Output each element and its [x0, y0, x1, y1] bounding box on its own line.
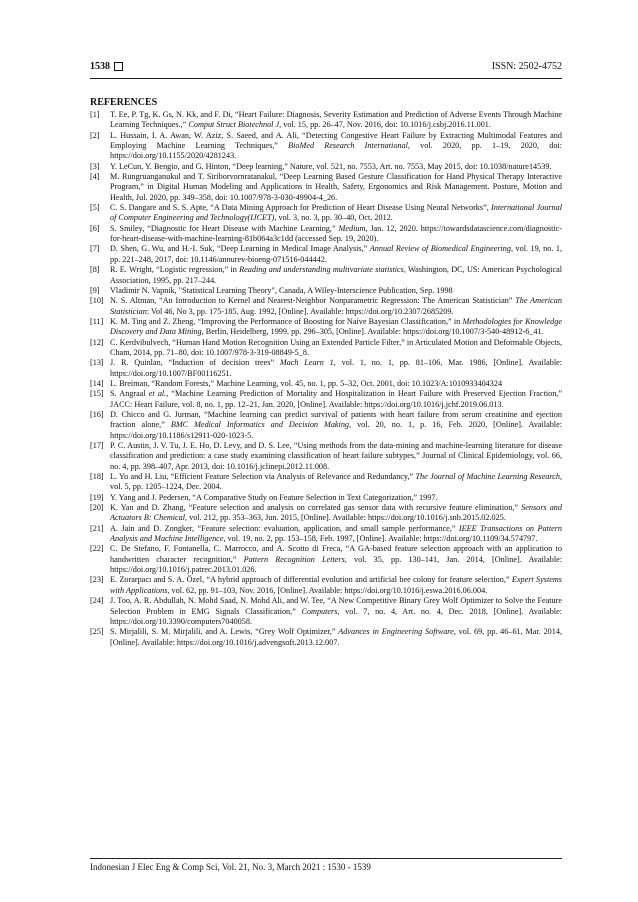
reference-number: [24]: [90, 596, 104, 606]
reference-number: [6]: [90, 223, 100, 233]
reference-source: Sensors and Actuators B: Chemical: [110, 503, 562, 523]
reference-details: , vol. 19, no. 2, pp. 153–158, Feb. 1997, [Online]. Available: https://doi.org/10.1109/34.574797.: [223, 534, 538, 544]
page-footer: Indonesian J Elec Eng & Comp Sci, Vol. 21, No. 3, March 2021 : 1530 - 1539: [90, 862, 371, 872]
reference-details: : Vol 46, No 3, pp. 175-185, Aug. 1992, [Online]. Available: https://doi.org/10.2307/2685209.: [146, 306, 454, 316]
reference-item: [90, 379, 562, 389]
reference-number: [5]: [90, 203, 100, 213]
reference-item: [90, 472, 562, 493]
reference-source: Medium: [338, 223, 366, 233]
reference-details: , vol. 2020, pp. 1–19, 2020, doi: https://doi.org/10.1155/2020/4281243.: [110, 141, 562, 161]
reference-details: , vol. 3, no. 3, pp. 30–40, Oct. 2012.: [274, 213, 393, 223]
reference-item: [90, 162, 562, 172]
reference-number: [2]: [90, 130, 100, 140]
reference-item: [90, 389, 562, 410]
reference-number: [21]: [90, 523, 104, 533]
reference-source: Reading and understanding multivariate statistics: [239, 265, 404, 275]
reference-number: [9]: [90, 285, 100, 295]
reference-number: [4]: [90, 172, 100, 182]
page-number: 1538: [90, 61, 110, 72]
reference-item: [90, 524, 562, 545]
reference-number: [18]: [90, 472, 104, 482]
reference-source: Expert Systems with Applications: [110, 575, 562, 595]
reference-text: J. R. Quinlan, “Induction of decision trees”: [110, 358, 280, 368]
reference-number: [10]: [90, 296, 104, 306]
header-rule: [90, 78, 562, 79]
reference-details: , Berlin, Heidelberg, 1999, pp. 296–305, [Online]. Available: https://doi.org/10.1007/3-540-48912-6_41.: [201, 327, 544, 337]
reference-source: Methodologies for Knowledge Discovery and Data Mining: [110, 316, 562, 337]
reference-text: C. S. Dangare and S. S. Apte, “A Data Mining Approach for Prediction of Heart Disease Using Neural Networks”,: [110, 203, 492, 213]
reference-source: The Journal of Machine Learning Research: [415, 472, 560, 482]
reference-details: , vol. 35, pp. 130–141, Jan. 2014, [Online]. Available: https://doi.org/10.1016/j.patrec.2013.01.026.: [110, 554, 562, 575]
reference-source: BioMed Research International: [288, 141, 408, 151]
reference-text: S. Smiley, “Diagnostic for Heart Disease with Machine Learning,”: [110, 223, 339, 233]
reference-number: [20]: [90, 503, 104, 513]
reference-text: D. Chicco and G. Jurman, “Machine learning can predict survival of patients with heart failure from serum creatinine and ejection fraction alone,”: [110, 409, 562, 430]
reference-number: [12]: [90, 337, 104, 347]
reference-source: Mach Learn 1: [279, 358, 334, 368]
reference-text: L. Hussain, I. A. Awan, W. Aziz, S. Saeed, and A. Ali, “Detecting Congestive Heart Failure by Extracting Multimodal Features and Employing Machine Learning Techniques,”: [110, 130, 562, 151]
square-icon: [114, 62, 123, 71]
reference-item: [90, 410, 562, 441]
reference-text: E. Zorarpacı and S. A. Özel, “A hybrid approach of differential evolution and artificial bee colony for feature selection,”: [110, 575, 512, 585]
page-header: [90, 60, 562, 78]
reference-number: [23]: [90, 575, 104, 585]
reference-text: C. De Stefano, F. Fontanella, C. Marrocco, and A. Scotto di Freca, “A GA-based feature selection approach with an application to handwritten character recognition,”: [110, 544, 562, 564]
reference-number: [3]: [90, 161, 100, 171]
reference-list: [90, 110, 562, 648]
reference-text: K. M. Ting and Z. Zheng, “Improving the Performance of Boosting for Naive Bayesian Classification,” in: [110, 316, 463, 326]
references-heading: REFERENCES: [90, 97, 158, 108]
reference-item: [90, 544, 562, 575]
reference-item: [90, 358, 562, 379]
reference-item: [90, 575, 562, 596]
references-section: [90, 97, 562, 648]
issn: ISSN: 2502-4752: [491, 61, 562, 72]
reference-item: [90, 493, 562, 503]
reference-item: [90, 110, 562, 131]
reference-details: , vol. 19, no. 1, pp. 221–248, 2017, doi: 10.1146/annurev-bioeng-071516-044442.: [110, 244, 562, 264]
reference-source: International Journal of Computer Engineering and Technology(IJCET): [110, 203, 562, 223]
reference-details: , “Machine Learning Prediction of Mortality and Hospitalization in Heart Failure with Preserved Ejection Fraction,” JACC: Heart Failure, vol. 8, no. 1, pp. 12–21, Jan. 2020, [Online]. Available: https://doi.org/10.1016/j.jchf.2019.06.013.: [110, 389, 562, 409]
reference-text: K. Yan and D. Zhang, “Feature selection and analysis on correlated gas sensor data with recursive feature elimination,”: [110, 503, 522, 513]
reference-item: [90, 441, 562, 472]
reference-details: , Washington, DC, US: American Psychological Association, 1995, pp. 217–244.: [110, 265, 562, 285]
reference-item: [90, 265, 562, 286]
reference-number: [13]: [90, 358, 104, 368]
reference-source: Advances in Engineering Software: [338, 627, 454, 637]
reference-number: [8]: [90, 265, 100, 275]
reference-item: [90, 503, 562, 524]
reference-source: Comput Struct Biotechnol J: [188, 120, 280, 130]
reference-number: [1]: [90, 110, 100, 119]
reference-number: [7]: [90, 244, 100, 254]
reference-number: [14]: [90, 378, 104, 388]
reference-details: , vol. 7, no. 4, Art. no. 4, Dec. 2018, [Online]. Available: https://doi.org/10.3390/computers7040058.: [110, 606, 562, 626]
reference-source: Pattern Recognition Letters: [243, 554, 345, 564]
reference-details: , vol. 1, no. 1, pp. 81–106, Mar. 1986, [Online]. Available: https://doi.org/10.1007/BF00116251.: [110, 358, 562, 378]
reference-item: [90, 131, 562, 162]
reference-item: [90, 338, 562, 359]
reference-item: [90, 317, 562, 338]
reference-item: [90, 286, 562, 296]
reference-text: P. C. Austin, J. V. Tu, J. E. Ho, D. Levy, and D. S. Lee, “Using methods from the data-mining and machine-learning literature for disease classification and prediction: a case study examining classification of heart failure subtypes,” Journal of Clinical Epidemiology, vol. 66, no. 4, pp. 398–407, Apr. 2013, doi: 10.1016/j.jclinepi.2012.11.008.: [110, 441, 562, 471]
reference-item: [90, 224, 562, 245]
reference-text: T. Ee, P. Tg, K. Gs, N. Kk, and F. Di, “Heart Failure: Diagnosis, Severity Estimation and Prediction of Adverse Events Through Machine Learning Techniques.,”: [110, 110, 562, 130]
reference-details: , vol. 62, pp. 91–103, Nov. 2016, [Online]. Available: https://doi.org/10.1016/j.eswa.2016.06.004.: [167, 585, 488, 595]
reference-details: , vol. 5, pp. 1205–1224, Dec. 2004.: [110, 472, 563, 492]
reference-text: A. Jain and D. Zongker, “Feature selection: evaluation, application, and small sample performance,”: [110, 523, 459, 533]
reference-text: D. Shen, G. Wu, and H.-I. Suk, “Deep Learning in Medical Image Analysis,”: [110, 244, 370, 254]
reference-source: The American Statistician: [110, 296, 562, 316]
reference-item: [90, 203, 562, 224]
reference-text: S. Mirjalili, S. M. Mirjalili, and A. Lewis, “Grey Wolf Optimizer,”: [110, 627, 339, 637]
reference-text: S. Angraal: [110, 389, 149, 399]
reference-text: N. S. Altman, “An Introduction to Kernel and Nearest-Neighbor Nonparametric Regression: The American Statistician”: [110, 296, 516, 306]
footer-rule: [90, 858, 562, 859]
reference-number: [19]: [90, 492, 104, 502]
reference-source: Annual Review of Biomedical Engineering: [369, 244, 511, 254]
reference-item: [90, 172, 562, 203]
reference-text: Vladimir N. Vapnik, "Statistical Learning Theory", Canada, A Wiley-Interscience Publication, Sep. 1998: [110, 285, 453, 295]
reference-item: [90, 244, 562, 265]
reference-text: L. Breiman, “Random Forests,” Machine Learning, vol. 45, no. 1, pp. 5–32, Oct. 2001, doi: 10.1023/A:1010933404324: [110, 378, 503, 388]
reference-source: IEEE Transactions on Pattern Analysis and Machine Intelligence: [110, 523, 563, 544]
reference-number: [15]: [90, 389, 104, 399]
reference-text: L. Yu and H. Liu, “Efficient Feature Selection via Analysis of Relevance and Redundancy,”: [110, 472, 416, 482]
reference-text: Y. Yang and J. Pedersen, “A Comparative Study on Feature Selection in Text Categorization,” 1997.: [110, 492, 438, 502]
reference-details: , vol. 212, pp. 353–363, Jun. 2015, [Online]. Available: https://doi.org/10.1016/j.snb.2015.02.025.: [185, 513, 506, 523]
reference-number: [11]: [90, 316, 104, 326]
reference-number: [25]: [90, 627, 104, 637]
reference-text: C. Kerdvibulvech, “Human Hand Motion Recognition Using an Extended Particle Filter,” in Articulated Motion and Deformable Objects, Cham, 2014, pp. 71–80, doi: 10.1007/978-3-319-08849-5_8.: [110, 337, 562, 357]
reference-number: [22]: [90, 544, 104, 554]
reference-details: , Jan. 12, 2020. https://towardsdatascience.com/diagnostic-for-heart-disease-with-machine-learning-81b064a3c1dd (accessed Sep. 19, 2020).: [110, 223, 563, 244]
reference-number: [16]: [90, 409, 104, 419]
reference-details: , vol. 69, pp. 46–61, Mar. 2014, [Online]. Available: https://doi.org/10.1016/j.advengsoft.2013.12.007.: [110, 627, 562, 647]
reference-text: J. Too, A. R. Abdullah, N. Mohd Saad, N. Mohd Ali, and W. Tee, “A New Competitive Binary Grey Wolf Optimizer to Solve the Feature Selection Problem in EMG Signals Classification,”: [110, 596, 562, 616]
reference-text: R. E. Wright, “Logistic regression,” in: [110, 265, 240, 275]
reference-details: , vol. 20, no. 1, p. 16, Feb. 2020, [Online]. Available: https://doi.org/10.1186/s12911-020-1023-5.: [110, 420, 562, 440]
reference-source: BMC Medical Informatics and Decision Making: [170, 420, 350, 430]
reference-item: [90, 596, 562, 627]
reference-details: , vol. 15, pp. 26–47, Nov. 2016, doi: 10.1016/j.csbj.2016.11.001.: [279, 120, 491, 130]
reference-item: [90, 296, 562, 317]
reference-source: et al.: [148, 389, 167, 399]
reference-item: [90, 627, 562, 648]
reference-number: [17]: [90, 441, 104, 450]
reference-source: Computers: [301, 606, 338, 616]
reference-text: Y. LeCun, Y. Bengio, and G. Hinton, “Deep learning,” Nature, vol. 521, no. 7553, Art. no. 7553, May 2015, doi: 10.1038/nature14539.: [110, 161, 552, 171]
reference-text: M. Rungruanganukul and T. Siriborvornratanakul, “Deep Learning Based Gesture Classification for Hand Physical Therapy Interactive Program,” in Digital Human Modeling and Applications in Health, Safety, Ergonomics and Risk Management. Posture, Motion and Health, Jul. 2020, pp. 349–358, doi: 10.1007/978-3-030-49904-4_26.: [110, 172, 562, 202]
